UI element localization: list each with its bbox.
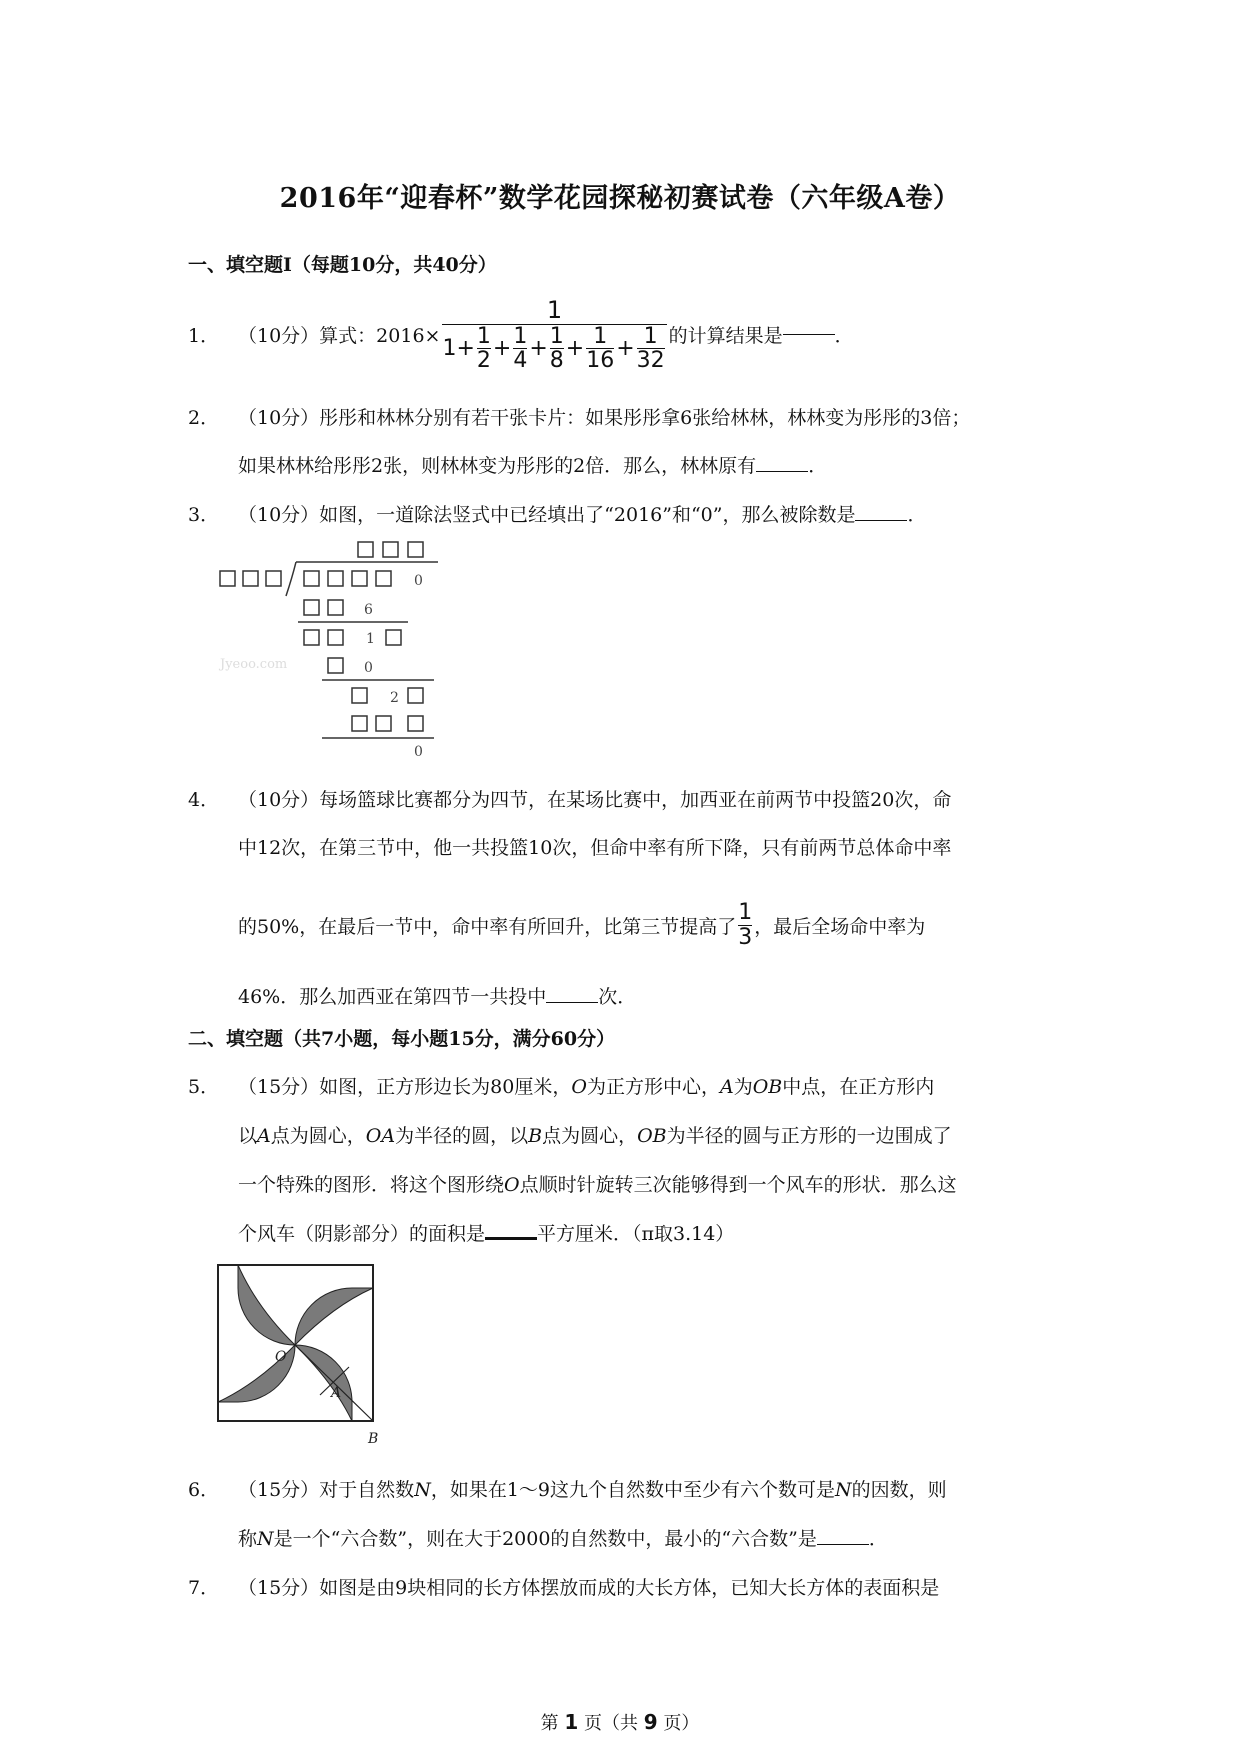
figure-digit: 0 [364, 660, 373, 676]
page-footer: 第 1 页（共 9 页） [540, 1710, 700, 1734]
question-number: 6． [188, 1479, 220, 1501]
complex-fraction [442, 296, 666, 372]
section-2-heading: 二、填空题（共7小题，每小题15分，满分60分） [188, 1028, 616, 1050]
question-2-line-2: 如果林林给彤彤2张，则林林变为彤彤的2倍．那么，林林原有 ． [238, 455, 828, 477]
question-4 [188, 785, 951, 812]
answer-blank[interactable] [756, 470, 808, 472]
question-number: 1． [188, 324, 220, 347]
question-5-line-3: 一个特殊的图形．将这个图形绕O点顺时针旋转三次能够得到一个风车的形状．那么这 [238, 1174, 957, 1196]
question-number: 2． [188, 407, 220, 429]
question-text: （10分）彤彤和林林分别有若干张卡片：如果彤彤拿6张给林林，林林变为彤彤的3倍； [238, 407, 971, 429]
point-label-b: B [368, 1431, 379, 1447]
windmill-figure [215, 1257, 415, 1449]
question-number: 7． [188, 1577, 220, 1599]
question-5: 5． （15分）如图，正方形边长为80厘米，O为正方形中心，A为OB中点，在正方形内 [188, 1072, 934, 1099]
division-figure [218, 538, 448, 760]
answer-blank[interactable] [783, 333, 835, 335]
question-4-line-2: 中12次，在第三节中，他一共投篮10次，但命中率有所下降，只有前两节总体命中率 [238, 837, 952, 859]
page-number: 1 [564, 1710, 579, 1734]
total-pages: 9 [643, 1710, 658, 1734]
figure-digit: 0 [414, 573, 423, 589]
figure-digit: 0 [414, 744, 423, 760]
fraction-denominator: 1+ $\frac{1}{2}$ + $\frac{1}{4}$ + $\frac{1}{8}$ + $\frac{1}{16}$ + $\frac{1}{32}$ [442, 323, 665, 373]
question-text: （10分）如图，一道除法竖式中已经填出了“2016”和“0”，那么被除数是 [238, 504, 856, 526]
figure-digit: 1 [366, 631, 375, 647]
watermark: Jyeoo.com [220, 657, 288, 672]
question-7 [188, 1573, 939, 1600]
question-text: （10分）每场篮球比赛都分为四节，在某场比赛中，加西亚在前两节中投篮20次，命 [238, 789, 952, 811]
fraction-numerator: 1 [546, 295, 563, 324]
question-6: 6． （15分）对于自然数N，如果在1～9这九个自然数中至少有六个数可是N的因数，则 [188, 1475, 947, 1502]
point-label-o: O [275, 1349, 287, 1365]
answer-blank[interactable] [546, 1001, 598, 1003]
question-5-line-2: 以A点为圆心，OA为半径的圆，以B点为圆心，OB为半径的圆与正方形的一边围成了 [238, 1125, 952, 1147]
question-2 [188, 403, 970, 430]
answer-blank[interactable] [817, 1543, 869, 1545]
question-6-line-2: 称N是一个“六合数”，则在大于2000的自然数中，最小的“六合数”是 ． [238, 1528, 888, 1550]
fraction-one-third: $\frac{1}{3}$ [738, 900, 753, 950]
section-1-heading: 一、填空题Ⅰ（每题10分，共40分） [188, 254, 497, 276]
question-number: 4． [188, 789, 220, 811]
question-text: （15分）如图是由9块相同的长方体摆放而成的大长方体，已知大长方体的表面积是 [238, 1577, 940, 1599]
figure-digit: 6 [364, 602, 373, 618]
question-number: 3． [188, 504, 220, 526]
question-number: 5． [188, 1076, 220, 1098]
question-text: （10分）算式：2016× [238, 324, 441, 347]
question-4-line-3: 的50%，在最后一节中，命中率有所回升，比第三节提高了 $\frac{1}{3}$ ，最后全场命中率为 [238, 900, 926, 950]
page-title: 2016年“迎春杯”数学花园探秘初赛试卷（六年级A卷） [279, 183, 961, 214]
question-3: 3． （10分）如图，一道除法竖式中已经填出了“2016”和“0”，那么被除数是 ． [188, 500, 927, 527]
question-4-line-4: 46%．那么加西亚在第四节一共投中 次． [238, 986, 637, 1008]
figure-digit: 2 [390, 690, 399, 706]
question-5-line-4: 个风车（阴影部分）的面积是 平方厘米．（π取3.14） [238, 1223, 735, 1245]
point-label-a: A [331, 1385, 342, 1401]
answer-blank[interactable] [485, 1236, 537, 1240]
answer-blank[interactable] [855, 519, 907, 521]
question-1: 1． （10分）算式：2016× 1 1+ $\frac{1}{2}$ + $\frac{1}{4}$ + $\frac{1}{8}$ + $\frac{1}{16}$ + $\frac{1}{32}$ 的计算结果是 ． [188, 295, 854, 373]
